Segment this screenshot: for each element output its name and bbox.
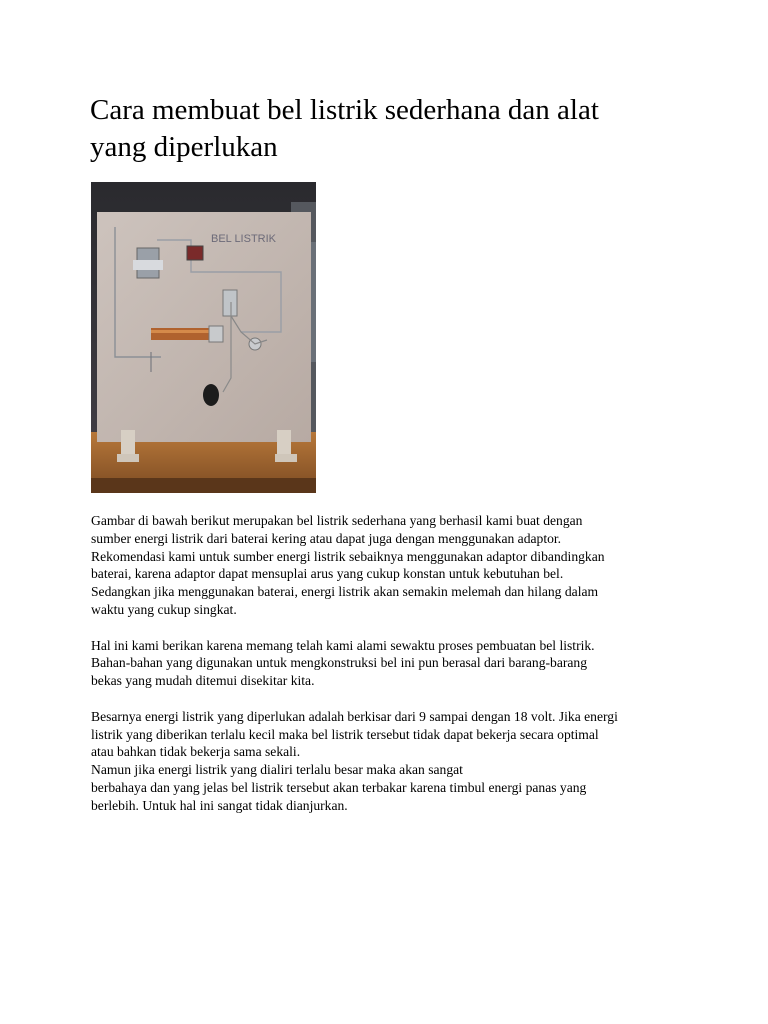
title-line: Cara membuat bel listrik sederhana dan alat: [90, 94, 599, 126]
text-line: Rekomendasi kami untuk sumber energi listrik sebaiknya menggunakan adaptor dibandingkan: [91, 548, 605, 564]
text-line: berlebih. Untuk hal ini sangat tidak dianjurkan.: [91, 797, 348, 813]
text-line: Gambar di bawah berikut merupakan bel listrik sederhana yang berhasil kami buat dengan: [91, 513, 583, 528]
text-line: Sedangkan jika menggunakan baterai, energi listrik akan semakin melemah dan hilang dalam: [91, 584, 599, 600]
text-line: listrik yang diberikan terlalu kecil maka bel listrik tersebut tidak dapat bekerja secara optimal: [91, 726, 599, 742]
text-line: bekas yang mudah ditemui disekitar kita.: [91, 673, 315, 689]
text-line: Hal ini kami berikan karena memang telah kami alami sewaktu proses pembuatan bel listrik.: [91, 637, 595, 653]
title-line: yang diperlukan: [90, 131, 278, 163]
article-body: [91, 512, 691, 832]
text-line: atau bahkan tidak bekerja sama sekali.: [91, 744, 301, 760]
electric-bell-photo: [91, 182, 316, 493]
paragraph: [91, 708, 691, 815]
text-line: Namun jika energi listrik yang dialiri terlalu besar maka akan sangat: [91, 762, 463, 778]
text-line: Besarnya energi listrik yang diperlukan adalah berkisar dari 9 sampai dengan 18 volt. Jika energi: [91, 708, 618, 724]
text-line: Bahan-bahan yang digunakan untuk mengkonstruksi bel ini pun berasal dari barang-barang: [91, 655, 588, 671]
board-label: BEL LISTRIK: [211, 233, 277, 245]
text-line: waktu yang cukup singkat.: [91, 601, 237, 617]
text-line: sumber energi listrik dari baterai kering atau dapat juga dengan menggunakan adaptor.: [91, 530, 562, 546]
paragraph: [91, 637, 691, 690]
text-line: baterai, karena adaptor dapat mensuplai arus yang cukup konstan untuk kebutuhan bel.: [91, 566, 564, 582]
page-title: [90, 92, 690, 166]
text-line: berbahaya dan yang jelas bel listrik tersebut akan terbakar karena timbul energi panas yang: [91, 779, 587, 795]
paragraph: [91, 512, 691, 619]
